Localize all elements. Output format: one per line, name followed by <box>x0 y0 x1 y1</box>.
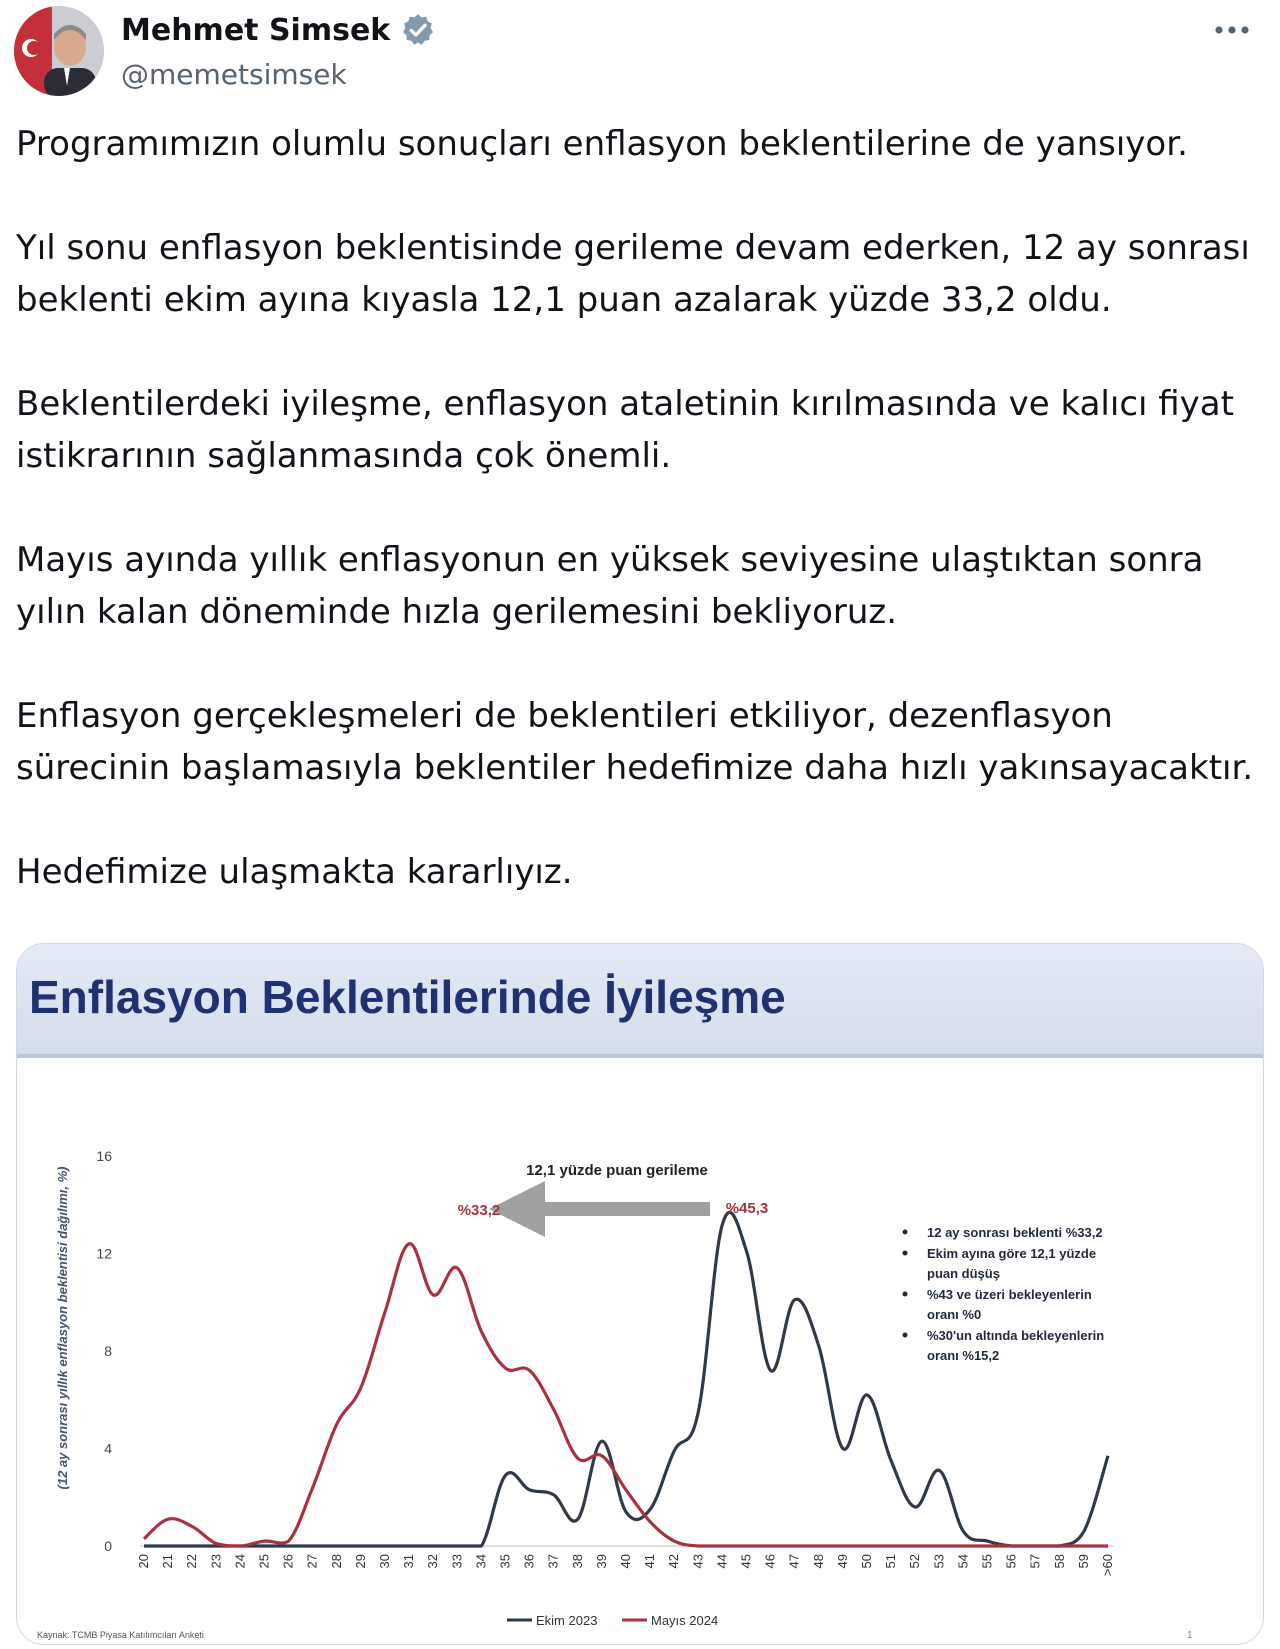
page-number: 1 <box>1187 1630 1193 1641</box>
x-tick-label: 45 <box>738 1554 754 1569</box>
x-tick-label: 46 <box>762 1554 778 1569</box>
x-tick-label: 22 <box>184 1554 200 1569</box>
x-tick-label: 56 <box>1003 1554 1019 1569</box>
y-tick-label: 8 <box>104 1343 112 1359</box>
bullet-dot <box>903 1251 908 1256</box>
series-line-ekim-2023 <box>144 1212 1108 1546</box>
avatar[interactable] <box>14 6 104 96</box>
avatar-image <box>14 6 104 96</box>
x-tick-label: 43 <box>690 1554 706 1569</box>
x-tick-label: 34 <box>473 1554 489 1569</box>
x-tick-label: 48 <box>810 1554 826 1569</box>
x-tick-label: 25 <box>256 1554 272 1569</box>
x-tick-label: 26 <box>280 1554 296 1569</box>
x-tick-label: 36 <box>521 1554 537 1569</box>
x-tick-label: 35 <box>497 1554 513 1569</box>
x-tick-label: 59 <box>1075 1554 1091 1569</box>
author-name[interactable]: Mehmet Simsek <box>121 12 391 48</box>
x-tick-label: 44 <box>714 1554 730 1569</box>
tweet-media-image[interactable] <box>16 943 1264 1645</box>
bullet-item: 12 ay sonrası beklenti %33,2 <box>927 1225 1103 1240</box>
y-tick-label: 12 <box>96 1245 112 1262</box>
x-tick-label: 33 <box>449 1554 465 1569</box>
x-tick-label: 31 <box>401 1554 417 1569</box>
tweet-paragraph: Programımızın olumlu sonuçları enflasyon beklentilerine de yansıyor. <box>16 124 1188 164</box>
bullet-item: %43 ve üzeri bekleyenlerin oranı %0 <box>927 1287 1092 1322</box>
x-tick-label: 27 <box>304 1554 320 1569</box>
x-tick-label: 29 <box>352 1554 368 1569</box>
tweet-paragraph: Beklentilerdeki iyileşme, enflasyon ataletinin kırılmasında ve kalıcı fiyat istikrarının sağlanmasında çok önemli. <box>16 384 1234 476</box>
x-tick-label: 50 <box>859 1554 874 1569</box>
bullet-dot <box>903 1292 908 1297</box>
arrow-left-label: %33,2 <box>457 1202 501 1219</box>
y-tick-label: 4 <box>104 1440 112 1457</box>
author-handle[interactable]: @memetsimsek <box>121 58 347 91</box>
verified-badge-icon <box>400 12 436 48</box>
author-name-row <box>121 12 436 48</box>
x-tick-label: 42 <box>666 1554 682 1569</box>
x-tick-label: 20 <box>136 1554 151 1569</box>
x-tick-label: 58 <box>1051 1554 1067 1569</box>
x-tick-label: 23 <box>208 1554 224 1569</box>
x-tick-label: 28 <box>328 1554 344 1569</box>
x-tick-label: 55 <box>979 1554 995 1569</box>
x-tick-label: 21 <box>160 1554 176 1569</box>
legend-ekim-label: Ekim 2023 <box>536 1613 598 1628</box>
tweet-text <box>16 118 1256 898</box>
slide-banner <box>17 944 1263 1058</box>
x-tick-label: 53 <box>931 1554 947 1569</box>
bullet-item: %30'un altında bekleyenlerin oranı %15,2 <box>927 1328 1105 1363</box>
bullet-dot <box>903 1230 908 1235</box>
inflation-expectations-chart <box>17 1058 1263 1644</box>
arrow-right-label: %45,3 <box>725 1200 769 1217</box>
legend <box>507 1613 718 1628</box>
source-note: Kaynak: TCMB Piyasa Katılımcıları Anketi <box>37 1630 204 1640</box>
x-tick-label: 47 <box>786 1554 802 1569</box>
x-tick-label: 39 <box>593 1554 609 1569</box>
y-tick-label: 16 <box>96 1148 112 1164</box>
bullet-item: Ekim ayına göre 12,1 yüzde puan düşüş <box>927 1246 1097 1281</box>
x-tick-label: 41 <box>642 1554 658 1569</box>
x-tick-label: 38 <box>569 1554 585 1569</box>
x-tick-label: >60 <box>1100 1554 1115 1577</box>
x-tick-label: 49 <box>834 1554 850 1569</box>
y-axis-label: (12 ay sonrası yıllık enflasyon beklentisi dağılımı, %) <box>55 1166 70 1490</box>
legend-mayis-label: Mayıs 2024 <box>651 1613 719 1628</box>
x-tick-label: 37 <box>545 1554 561 1569</box>
slide-title: Enflasyon Beklentilerinde İyileşme <box>29 971 786 1023</box>
tweet-header <box>14 6 1266 96</box>
tweet-paragraph: Hedefimize ulaşmakta kararlıyız. <box>16 852 573 892</box>
bullet-dot <box>903 1333 908 1338</box>
annotation-title: 12,1 yüzde puan gerileme <box>526 1162 708 1179</box>
tweet-paragraph: Mayıs ayında yıllık enflasyonun en yüksek seviyesine ulaştıktan sonra yılın kalan döneminde hızla gerilemesini bekliyoruz. <box>16 540 1204 632</box>
x-tick-label: 40 <box>618 1554 633 1569</box>
tweet-paragraph: Yıl sonu enflasyon beklentisinde gerileme devam ederken, 12 ay sonrası beklenti ekim ayına kıyasla 12,1 puan azalarak yüzde 33,2 oldu. <box>16 228 1250 320</box>
tweet-paragraph: Enflasyon gerçekleşmeleri de beklentileri etkiliyor, dezenflasyon sürecinin başlamasıyla beklentiler hedefimize daha hızlı yakınsayacaktır. <box>16 696 1254 788</box>
x-tick-label: 52 <box>907 1554 923 1569</box>
x-tick-label: 54 <box>955 1554 971 1569</box>
bullet-list <box>903 1225 1105 1363</box>
x-tick-label: 57 <box>1027 1554 1043 1569</box>
x-tick-label: 51 <box>883 1554 899 1569</box>
x-tick-label: 24 <box>232 1554 248 1569</box>
x-tick-label: 32 <box>425 1554 441 1569</box>
more-options-icon[interactable] <box>1212 20 1252 40</box>
y-tick-label: 0 <box>104 1538 112 1554</box>
x-tick-label: 30 <box>377 1554 392 1569</box>
